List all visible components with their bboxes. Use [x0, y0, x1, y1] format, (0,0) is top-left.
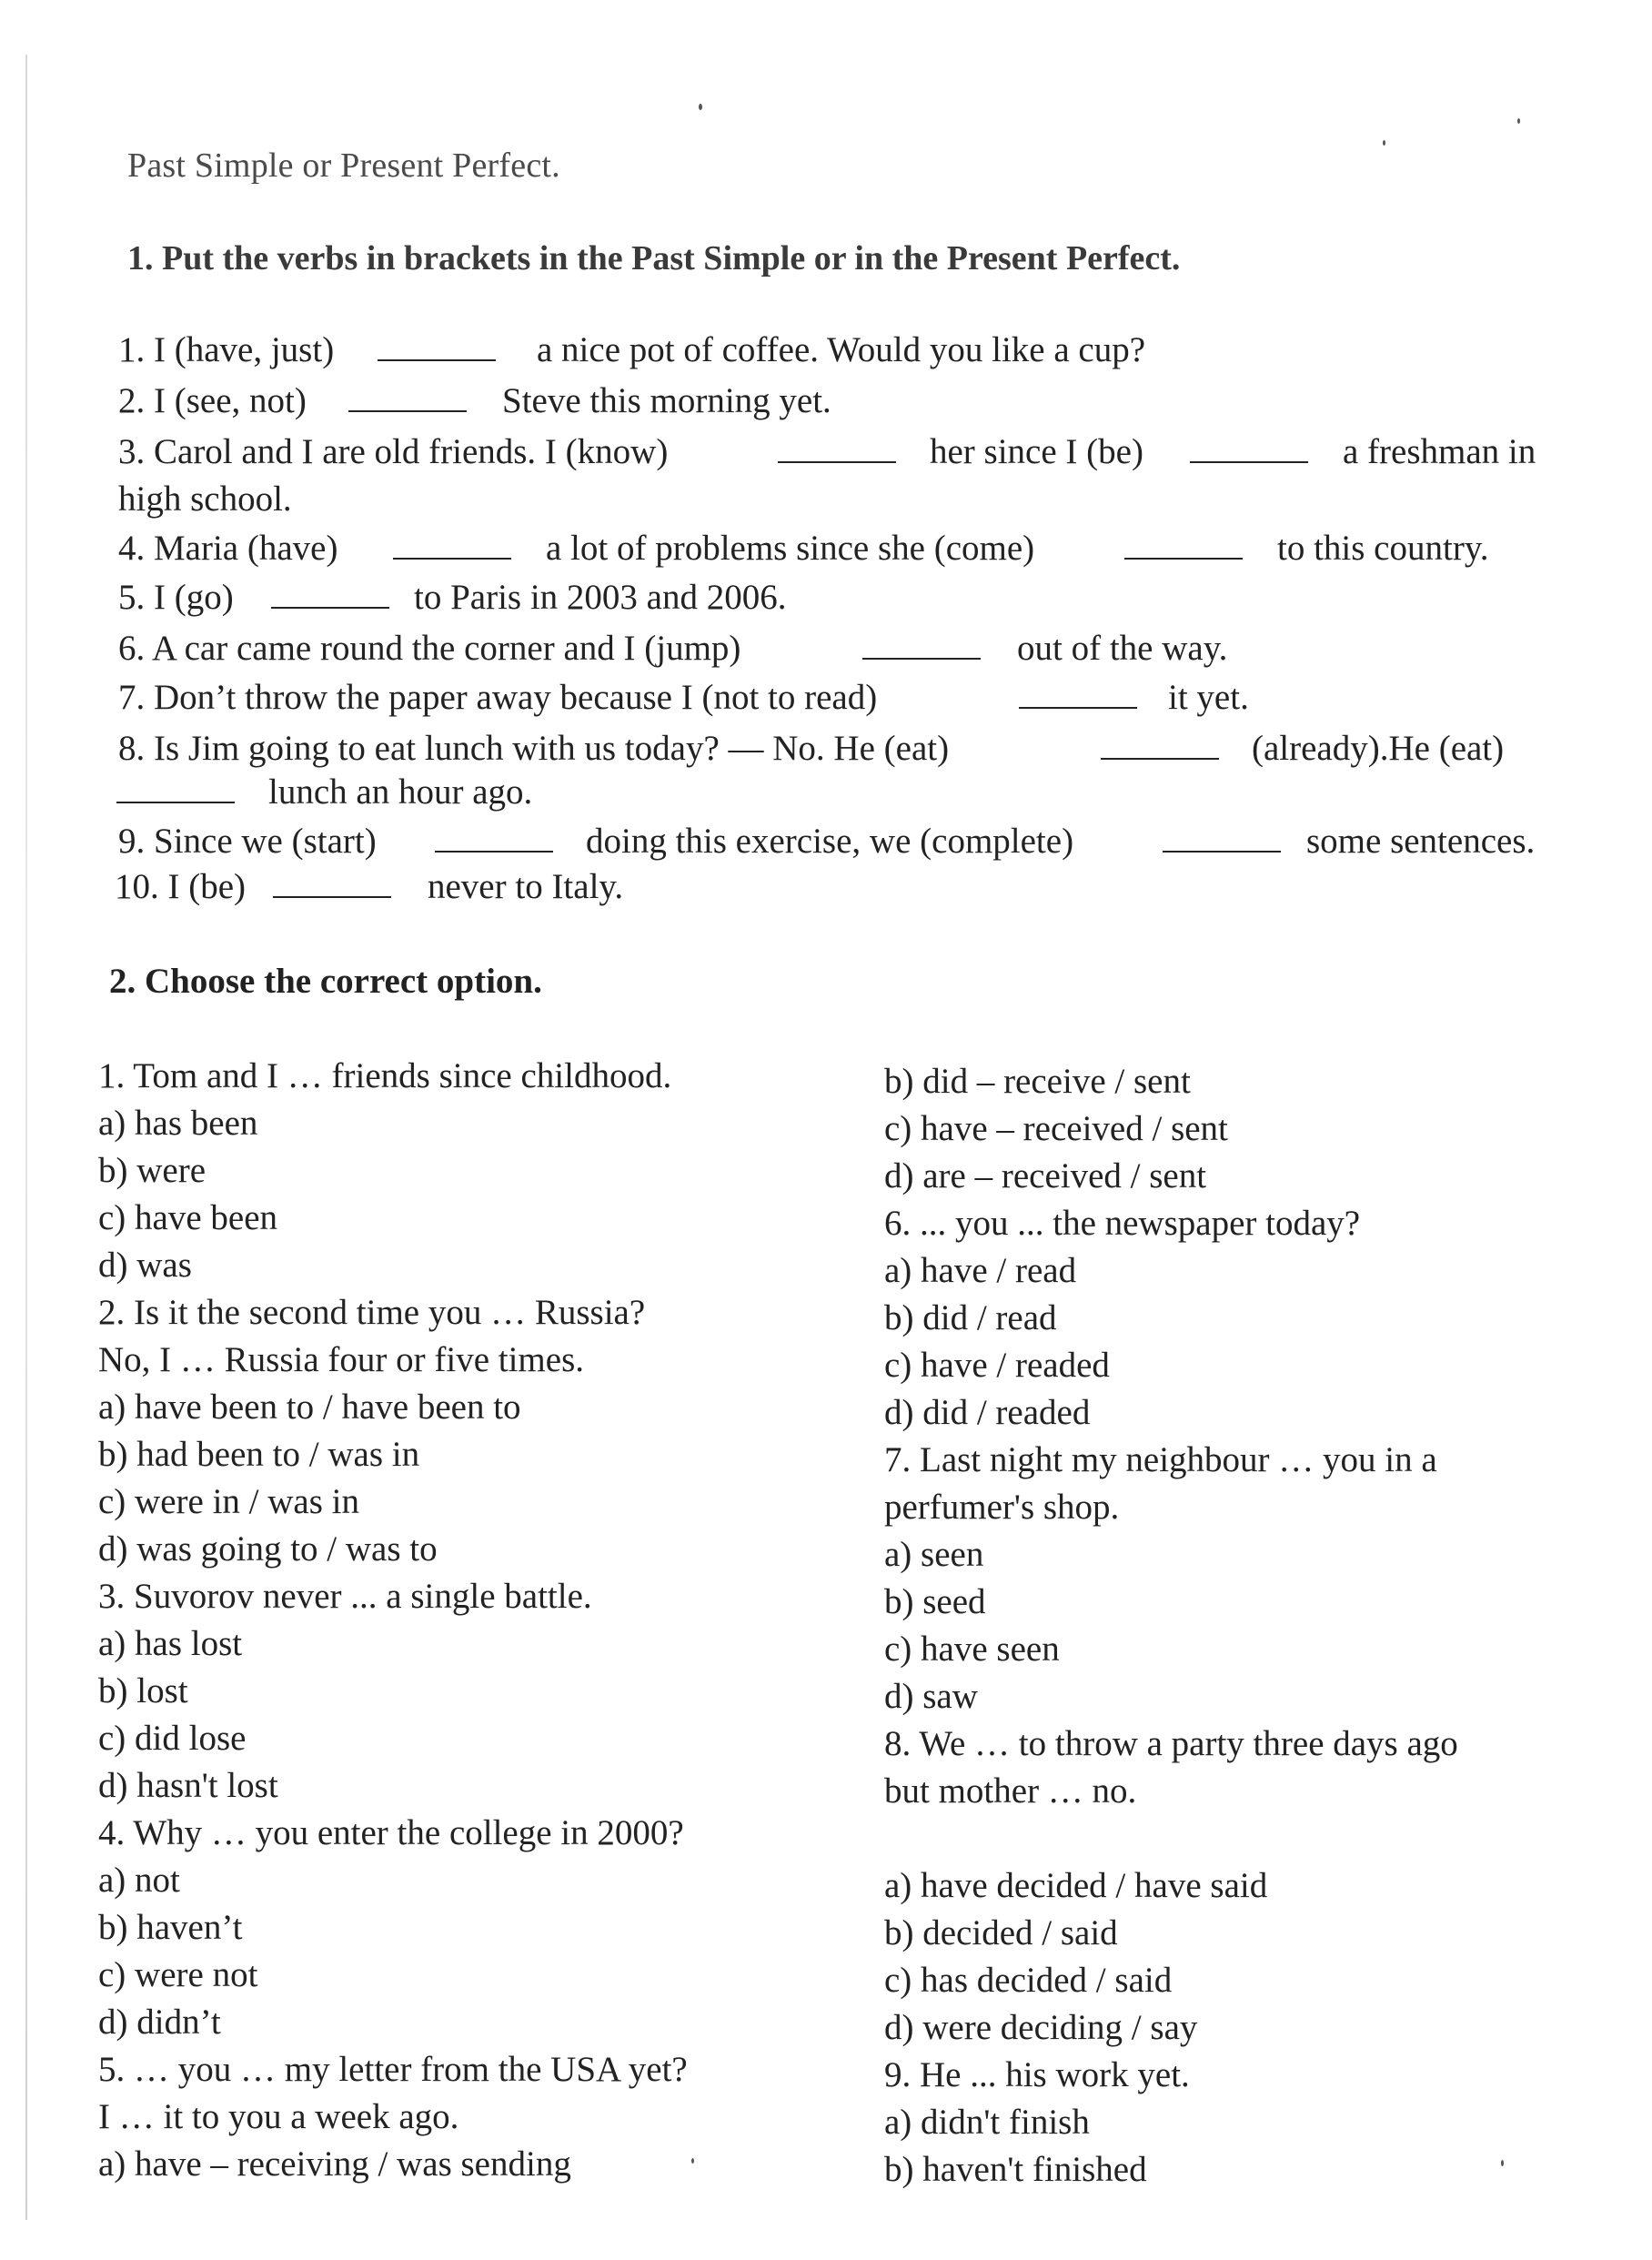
item-text: 9. Since we (start) [118, 822, 377, 861]
question-text: 4. Why … you enter the college in 2000? [98, 1813, 684, 1852]
answer-option[interactable]: c) did lose [98, 1719, 247, 1758]
answer-blank[interactable] [1163, 821, 1281, 863]
question-text: 8. We … to throw a party three days ago [884, 1724, 1458, 1763]
answer-option[interactable]: a) have decided / have said [884, 1866, 1268, 1905]
exercise-1-item [0, 479, 1652, 524]
answer-blank[interactable] [435, 821, 553, 863]
item-text: her since I (be) [930, 432, 1143, 471]
answer-option[interactable]: a) didn't finish [884, 2103, 1090, 2142]
question-text: 1. Tom and I … friends since childhood. [98, 1056, 672, 1095]
answer-blank[interactable] [393, 528, 511, 570]
answer-option[interactable]: c) has decided / said [884, 1961, 1173, 2000]
question-text: No, I … Russia four or five times. [98, 1340, 585, 1379]
item-text: some sentences. [1306, 822, 1536, 861]
question-text: I … it to you a week ago. [98, 2097, 459, 2136]
exercise-1-heading: 1. Put the verbs in brackets in the Past Simple or in the Present Perfect. [127, 239, 1181, 277]
answer-option[interactable]: a) seen [884, 1535, 984, 1574]
exercise-1-item [0, 728, 1652, 773]
item-text: to Paris in 2003 and 2006. [414, 578, 787, 617]
scan-speck [1383, 140, 1385, 146]
item-text: (already).He (eat) [1252, 729, 1505, 768]
exercise-1-item [0, 628, 1652, 673]
exercise-1-item [0, 677, 1652, 722]
answer-option[interactable]: d) saw [884, 1677, 978, 1716]
item-text: 6. A car came round the corner and I (jump) [118, 629, 741, 668]
item-text: high school. [118, 479, 292, 519]
answer-blank[interactable] [1124, 528, 1243, 570]
answer-blank[interactable] [1190, 431, 1308, 473]
answer-option[interactable]: b) did / read [884, 1298, 1057, 1337]
answer-option[interactable]: d) did / readed [884, 1393, 1091, 1432]
question-text: 6. ... you ... the newspaper today? [884, 1204, 1361, 1243]
answer-option[interactable]: a) has been [98, 1104, 258, 1143]
question-text: perfumer's shop. [884, 1488, 1120, 1527]
scan-speck [699, 104, 702, 110]
item-text: a lot of problems since she (come) [546, 529, 1035, 568]
answer-option[interactable]: d) were deciding / say [884, 2008, 1198, 2047]
answer-blank[interactable] [1101, 728, 1219, 770]
answer-option[interactable]: b) haven't finished [884, 2150, 1147, 2189]
scan-speck [1501, 2160, 1504, 2166]
item-text: a freshman in [1343, 432, 1536, 471]
exercise-1-item [0, 528, 1652, 573]
page-title: Past Simple or Present Perfect. [127, 146, 560, 185]
answer-option[interactable]: d) was going to / was to [98, 1529, 438, 1569]
answer-blank[interactable] [273, 866, 391, 908]
answer-blank[interactable] [1019, 677, 1137, 719]
item-text: to this country. [1277, 529, 1489, 568]
item-text: out of the way. [1017, 629, 1228, 668]
scan-speck [691, 2158, 694, 2164]
answer-option[interactable]: b) did – receive / sent [884, 1062, 1191, 1101]
answer-blank[interactable] [271, 577, 389, 619]
answer-option[interactable]: b) haven’t [98, 1908, 243, 1947]
question-text: but mother … no. [884, 1771, 1137, 1811]
exercise-1-item [0, 772, 1652, 817]
exercise-1-item [0, 866, 1652, 912]
answer-blank[interactable] [348, 380, 467, 422]
answer-option[interactable]: b) had been to / was in [98, 1435, 420, 1474]
answer-option[interactable]: c) were in / was in [98, 1482, 359, 1521]
answer-option[interactable]: d) are – received / sent [884, 1156, 1207, 1196]
exercise-2-heading: 2. Choose the correct option. [109, 962, 542, 1001]
answer-option[interactable]: b) decided / said [884, 1913, 1118, 1952]
answer-option[interactable]: c) were not [98, 1955, 258, 1994]
item-text: 2. I (see, not) [118, 381, 307, 420]
item-text: 3. Carol and I are old friends. I (know) [118, 432, 669, 471]
answer-option[interactable]: c) have / readed [884, 1346, 1110, 1385]
item-text: 7. Don’t throw the paper away because I (not to read) [118, 678, 878, 717]
item-text: 10. I (be) [115, 867, 247, 906]
item-text: it yet. [1168, 678, 1249, 717]
answer-option[interactable]: a) has lost [98, 1624, 243, 1663]
item-text: 5. I (go) [118, 578, 234, 617]
exercise-1-item [0, 431, 1652, 477]
item-text: 8. Is Jim going to eat lunch with us today? — No. He (eat) [118, 729, 950, 768]
answer-option[interactable]: d) hasn't lost [98, 1766, 278, 1805]
scan-edge [25, 55, 27, 2220]
answer-blank[interactable] [378, 329, 496, 371]
scan-speck [1517, 118, 1520, 124]
question-text: 5. … you … my letter from the USA yet? [98, 2050, 688, 2089]
question-text: 9. He ... his work yet. [884, 2055, 1190, 2094]
item-text: a nice pot of coffee. Would you like a cup? [537, 330, 1146, 369]
answer-blank[interactable] [116, 772, 235, 813]
answer-option[interactable]: b) lost [98, 1671, 188, 1710]
item-text: doing this exercise, we (complete) [586, 822, 1074, 861]
answer-option[interactable]: c) have seen [884, 1629, 1060, 1669]
answer-option[interactable]: d) didn’t [98, 2003, 221, 2042]
answer-option[interactable]: d) was [98, 1246, 192, 1285]
answer-blank[interactable] [862, 628, 981, 670]
item-text: 4. Maria (have) [118, 529, 338, 568]
item-text: never to Italy. [428, 867, 624, 906]
answer-option[interactable]: c) have been [98, 1198, 278, 1237]
exercise-1-item [0, 821, 1652, 866]
answer-option[interactable]: b) seed [884, 1582, 986, 1621]
answer-option[interactable]: b) were [98, 1151, 206, 1190]
answer-option[interactable]: a) have been to / have been to [98, 1387, 521, 1427]
exercise-1-item [0, 577, 1652, 622]
question-text: 3. Suvorov never ... a single battle. [98, 1577, 592, 1616]
question-text: 2. Is it the second time you … Russia? [98, 1293, 646, 1332]
exercise-1-item [0, 380, 1652, 426]
item-text: Steve this morning yet. [502, 381, 831, 420]
answer-option[interactable]: a) have / read [884, 1251, 1077, 1290]
item-text: 1. I (have, just) [118, 330, 335, 369]
answer-option[interactable]: c) have – received / sent [884, 1109, 1228, 1148]
item-text: lunch an hour ago. [268, 772, 533, 812]
answer-option[interactable]: a) not [98, 1861, 180, 1900]
question-text: 7. Last night my neighbour … you in a [884, 1440, 1437, 1479]
exercise-1-item [0, 329, 1652, 375]
answer-blank[interactable] [778, 431, 896, 473]
answer-option[interactable]: a) have – receiving / was sending [98, 2144, 571, 2184]
